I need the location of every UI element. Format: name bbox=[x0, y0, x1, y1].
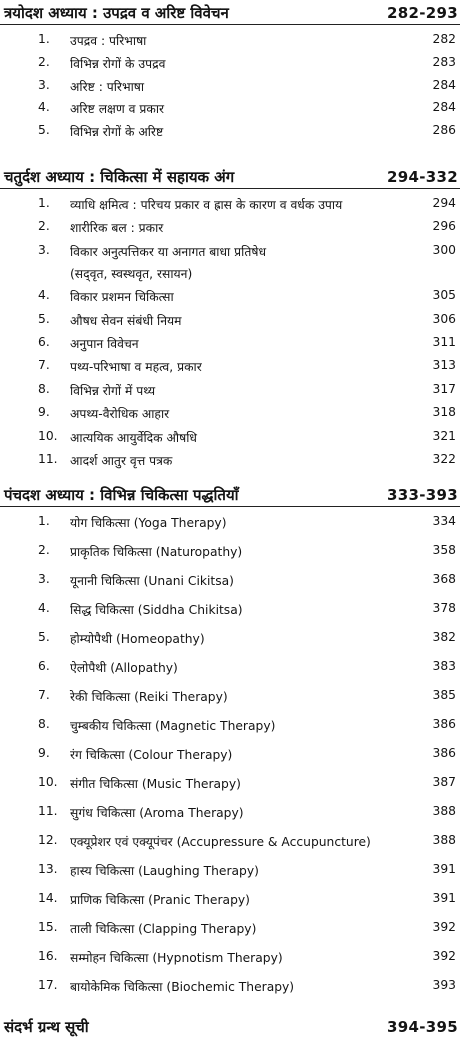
entry-number: 1. bbox=[38, 32, 50, 46]
chapter-divider bbox=[0, 188, 460, 189]
entry-number: 11. bbox=[38, 804, 58, 818]
chapter-divider bbox=[0, 506, 460, 507]
entry-number: 7. bbox=[38, 688, 50, 702]
chapter-page-range: 282-293 bbox=[387, 4, 458, 22]
entry-page-number: 313 bbox=[432, 358, 456, 373]
chapter-section bbox=[0, 164, 460, 468]
entry-page-number: 387 bbox=[432, 775, 456, 789]
entry-title: विकार प्रशमन चिकित्सा bbox=[70, 290, 174, 305]
entry-title: रंग चिकित्सा (Colour Therapy) bbox=[70, 748, 233, 762]
entry-number: 9. bbox=[38, 405, 50, 420]
entry-title: यूनानी चिकित्सा (Unani Cikitsa) bbox=[70, 574, 234, 588]
entry-title: हास्य चिकित्सा (Laughing Therapy) bbox=[70, 864, 259, 878]
entry-title: एक्यूप्रेशर एवं एक्यूपंचर (Accupressure & Accupuncture) bbox=[70, 835, 371, 849]
entry-page-number: 385 bbox=[432, 688, 456, 702]
entry-title: विभिन्न रोगों में पथ्य bbox=[70, 383, 156, 398]
entry-title: चुम्बकीय चिकित्सा (Magnetic Therapy) bbox=[70, 719, 276, 733]
entry-title: सम्मोहन चिकित्सा (Hypnotism Therapy) bbox=[70, 951, 283, 965]
chapter-title: पंचदश अध्याय : विभिन्न चिकित्सा पद्धतियाँ bbox=[4, 486, 239, 504]
entry-page-number: 378 bbox=[432, 601, 456, 615]
entry-number: 4. bbox=[38, 100, 50, 115]
entry-number: 10. bbox=[38, 775, 58, 789]
entry-page-number: 383 bbox=[432, 659, 456, 673]
entry-page-number: 305 bbox=[432, 288, 456, 303]
entry-number: 17. bbox=[38, 978, 58, 992]
entry-title: प्राणिक चिकित्सा (Pranic Therapy) bbox=[70, 893, 250, 907]
entry-page-number: 388 bbox=[432, 833, 456, 847]
chapter-title: चतुर्दश अध्याय : चिकित्सा में सहायक अंग bbox=[4, 168, 235, 186]
chapter-heading bbox=[0, 0, 460, 26]
entry-title: ताली चिकित्सा (Clapping Therapy) bbox=[70, 922, 257, 936]
entry-page-number: 391 bbox=[432, 862, 456, 876]
entry-number: 15. bbox=[38, 920, 58, 934]
entry-title: विभिन्न रोगों के अरिष्ट bbox=[70, 125, 164, 140]
entry-title: प्राकृतिक चिकित्सा (Naturopathy) bbox=[70, 545, 243, 559]
chapter-divider bbox=[0, 24, 460, 25]
entry-title: होम्योपैथी (Homeopathy) bbox=[70, 632, 205, 646]
entry-number: 3. bbox=[38, 242, 50, 257]
entry-title: संगीत चिकित्सा (Music Therapy) bbox=[70, 777, 241, 791]
entry-number: 16. bbox=[38, 949, 58, 963]
chapter-heading bbox=[0, 164, 460, 190]
bibliography-page-range: 394-395 bbox=[387, 1018, 458, 1036]
entry-title: उपद्रव : परिभाषा bbox=[70, 34, 147, 48]
entry-page-number: 294 bbox=[432, 196, 456, 210]
entry-number: 6. bbox=[38, 335, 50, 349]
entry-page-number: 283 bbox=[432, 54, 456, 69]
entry-title: योग चिकित्सा (Yoga Therapy) bbox=[70, 516, 227, 530]
bibliography-title: संदर्भ ग्रन्थ सूची bbox=[4, 1018, 89, 1036]
entry-number: 3. bbox=[38, 572, 50, 586]
entry-page-number: 392 bbox=[432, 920, 456, 934]
entry-page-number: 286 bbox=[432, 123, 456, 138]
entry-number: 5. bbox=[38, 123, 50, 138]
chapter-section bbox=[0, 482, 460, 994]
entry-page-number: 322 bbox=[432, 452, 456, 466]
entry-page-number: 386 bbox=[432, 746, 456, 760]
entry-title: व्याधि क्षमित्व : परिचय प्रकार व ह्रास के कारण व वर्धक उपाय bbox=[70, 198, 343, 212]
entry-title: आत्ययिक आयुर्वेदिक औषधि bbox=[70, 430, 197, 445]
entry-number: 5. bbox=[38, 630, 50, 644]
entry-page-number: 382 bbox=[432, 630, 456, 644]
entry-number: 11. bbox=[38, 452, 58, 466]
entry-number: 8. bbox=[38, 381, 50, 396]
entry-number: 12. bbox=[38, 833, 58, 847]
chapter-section bbox=[0, 0, 460, 140]
entry-title: सुगंध चिकित्सा (Aroma Therapy) bbox=[70, 806, 244, 820]
entry-page-number: 282 bbox=[432, 32, 456, 46]
entry-page-number: 334 bbox=[432, 514, 456, 528]
entry-page-number: 391 bbox=[432, 891, 456, 905]
entry-title: ऐलोपैथी (Allopathy) bbox=[70, 661, 178, 675]
entry-title: औषध सेवन संबंधी नियम bbox=[70, 313, 182, 328]
entry-number: 10. bbox=[38, 428, 58, 443]
entry-number: 2. bbox=[38, 54, 50, 69]
entry-number: 14. bbox=[38, 891, 58, 905]
entry-page-number: 296 bbox=[432, 219, 456, 234]
entry-title-continuation: (सद्‌वृत, स्वस्थवृत, रसायन) bbox=[70, 266, 193, 281]
entry-title: सिद्ध चिकित्सा (Siddha Chikitsa) bbox=[70, 603, 243, 617]
entry-number: 4. bbox=[38, 288, 50, 303]
entry-page-number: 321 bbox=[432, 428, 456, 443]
bibliography-heading[interactable] bbox=[0, 1014, 460, 1040]
entry-number: 1. bbox=[38, 196, 50, 210]
chapter-page-range: 333-393 bbox=[387, 486, 458, 504]
entry-title: अपथ्य-वैरोधिक आहार bbox=[70, 407, 170, 422]
entry-page-number: 311 bbox=[432, 335, 456, 349]
entry-page-number: 284 bbox=[432, 77, 456, 92]
entry-page-number: 318 bbox=[432, 405, 456, 420]
entry-title: शारीरिक बल : प्रकार bbox=[70, 221, 164, 236]
entry-page-number: 368 bbox=[432, 572, 456, 586]
chapter-title: त्रयोदश अध्याय : उपद्रव व अरिष्ट विवेचन bbox=[4, 4, 229, 22]
entry-title: रेकी चिकित्सा (Reiki Therapy) bbox=[70, 690, 228, 704]
entry-page-number: 358 bbox=[432, 543, 456, 557]
entry-title: आदर्श आतुर वृत्त पत्रक bbox=[70, 454, 173, 468]
chapter-page-range: 294-332 bbox=[387, 168, 458, 186]
entry-page-number: 388 bbox=[432, 804, 456, 818]
entry-number: 9. bbox=[38, 746, 50, 760]
entry-number: 5. bbox=[38, 311, 50, 326]
entry-number: 6. bbox=[38, 659, 50, 673]
entry-title: अरिष्ट लक्षण व प्रकार bbox=[70, 102, 165, 117]
entry-number: 4. bbox=[38, 601, 50, 615]
entry-title: अनुपान विवेचन bbox=[70, 337, 139, 351]
entry-page-number: 300 bbox=[432, 242, 456, 257]
entry-number: 1. bbox=[38, 514, 50, 528]
entry-page-number: 393 bbox=[432, 978, 456, 992]
entry-page-number: 284 bbox=[432, 100, 456, 115]
entry-page-number: 306 bbox=[432, 311, 456, 326]
bibliography-section bbox=[0, 1014, 460, 1040]
entry-number: 8. bbox=[38, 717, 50, 731]
entry-page-number: 386 bbox=[432, 717, 456, 731]
entry-title: बायोकेमिक चिकित्सा (Biochemic Therapy) bbox=[70, 980, 295, 994]
entry-title: पथ्य-परिभाषा व महत्व, प्रकार bbox=[70, 360, 202, 375]
entry-title: विकार अनुत्पत्तिकर या अनागत बाधा प्रतिषेध bbox=[70, 244, 267, 259]
entry-page-number: 317 bbox=[432, 381, 456, 396]
entry-number: 3. bbox=[38, 77, 50, 92]
entry-title: अरिष्ट : परिभाषा bbox=[70, 79, 145, 94]
entry-title: विभिन्न रोगों के उपद्रव bbox=[70, 56, 166, 71]
entry-number: 2. bbox=[38, 543, 50, 557]
entry-number: 13. bbox=[38, 862, 58, 876]
chapter-heading bbox=[0, 482, 460, 508]
entry-page-number: 392 bbox=[432, 949, 456, 963]
entry-number: 2. bbox=[38, 219, 50, 234]
entry-number: 7. bbox=[38, 358, 50, 373]
